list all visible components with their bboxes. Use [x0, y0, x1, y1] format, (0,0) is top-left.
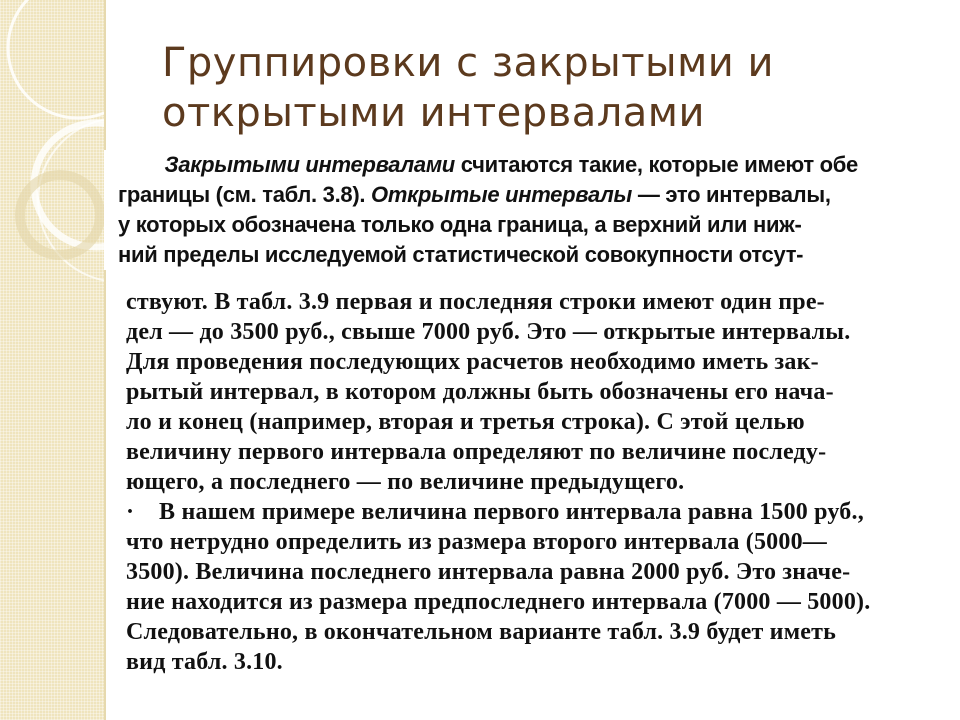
text-line: рытый интервал, в котором должны быть обозначены его нача-: [126, 379, 834, 405]
text-line: 3500). Величина последнего интервала равна 2000 руб. Это значе-: [126, 559, 851, 585]
text-line: Для проведения последующих расчетов необходимо иметь зак-: [126, 349, 819, 375]
title-line-2: открытыми интервалами: [162, 90, 705, 136]
decorative-sidebar: [0, 0, 104, 720]
text-fragment: — это интервалы,: [632, 182, 831, 207]
title-line-1: Группировки с закрытыми и: [162, 40, 774, 86]
text-line: ствуют. В табл. 3.9 первая и последняя строки имеют один пре-: [126, 289, 825, 315]
text-fragment: границы (см. табл. 3.8).: [118, 182, 372, 207]
text-line: ло и конец (например, вторая и третья строка). С этой целью: [126, 409, 805, 435]
text-line: [118, 180, 956, 210]
term-closed-intervals: Закрытыми интервалами: [164, 152, 455, 177]
text-line: Следовательно, в окончательном варианте табл. 3.9 будет иметь: [126, 619, 836, 645]
bullet-mark: ·: [126, 499, 135, 525]
text-line: что нетрудно определить из размера второго интервала (5000—: [126, 529, 827, 555]
text-line: ние находится из размера предпоследнего интервала (7000 — 5000).: [126, 589, 871, 615]
text-line: [118, 150, 956, 180]
text-line: ющего, а последнего — по величине предыдущего.: [126, 469, 685, 495]
text-line: [126, 497, 936, 527]
text-fragment: считаются такие, которые имеют обе: [454, 152, 858, 177]
text-line: у которых обозначена только одна граница, а верхний или ниж-: [118, 212, 802, 237]
text-line: вид табл. 3.10.: [126, 649, 283, 675]
sidebar-edge: [104, 0, 106, 720]
term-open-intervals: Открытые интервалы: [371, 182, 633, 207]
text-block-scan-2: [126, 287, 936, 677]
text-fragment: В нашем примере величина первого интервала равна 1500 руб.,: [159, 499, 864, 525]
text-line: дел — до 3500 руб., свыше 7000 руб. Это — открытые интервалы.: [126, 319, 851, 345]
text-line: величину первого интервала определяют по величине последу-: [126, 439, 827, 465]
text-line: ний пределы исследуемой статистической совокупности отсут-: [118, 242, 804, 267]
decorative-circles: [0, 0, 104, 720]
page-title: [162, 38, 922, 138]
text-block-scan-1: [104, 150, 956, 270]
